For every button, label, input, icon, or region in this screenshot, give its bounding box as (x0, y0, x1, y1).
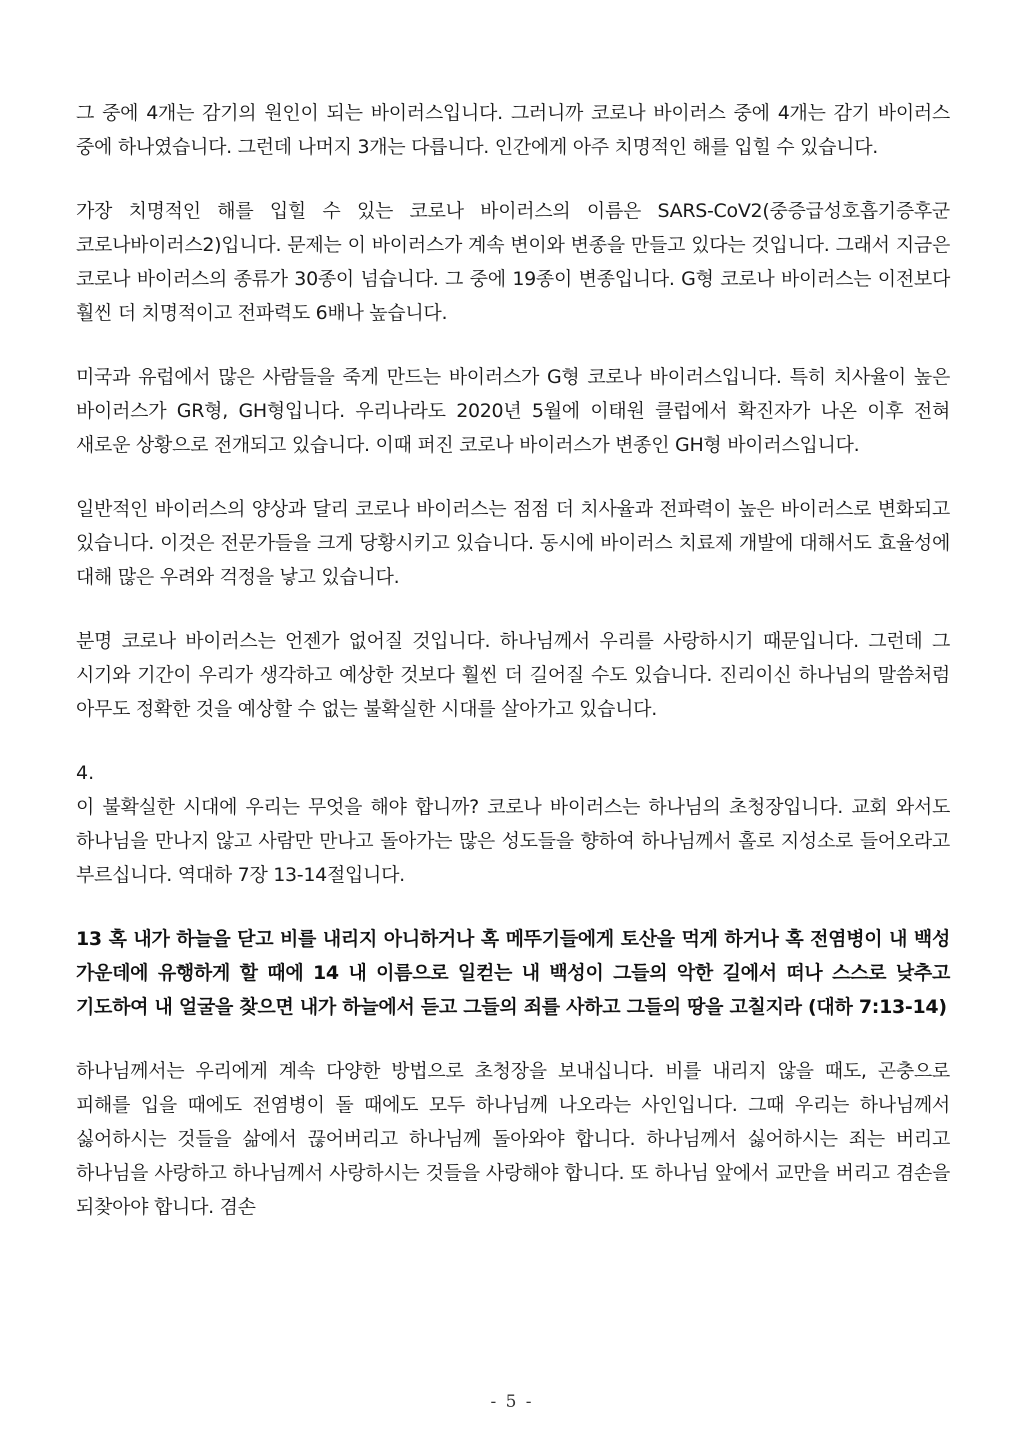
paragraph-invitation: 이 불확실한 시대에 우리는 무엇을 해야 합니까? 코로나 바이러스는 하나님의 초청장입니다. 교회 와서도 하나님을 만나지 않고 사람만 만나고 돌아가는 많은 성도들을 향하여 하나님께서 홀로 지성소로 들어오라고 부르십니다. 역대하 7장 13-14절입니다. (76, 796, 950, 886)
paragraph-cold-viruses: 그 중에 4개는 감기의 원인이 되는 바이러스입니다. 그러니까 코로나 바이러스 중에 4개는 감기 바이러스 중에 하나였습니다. 그런데 나머지 3개는 다릅니다. 인간에게 아주 치명적인 해를 입힐 수 있습니다. (76, 102, 950, 158)
paragraph-closing: 하나님께서는 우리에게 계속 다양한 방법으로 초청장을 보내십니다. 비를 내리지 않을 때도, 곤충으로 피해를 입을 때에도 전염병이 돌 때에도 모두 하나님께 나오라는 사인입니다. 그때 우리는 하나님께서 싫어하시는 것들을 삶에서 끊어버리고 하나님께 돌아와야 합니다. 하나님께서 싫어하시는 죄는 버리고 하나님을 사랑하고 하나님께서 사랑하시는 것들을 사랑해야 합니다. 또 하나님 앞에서 교만을 버리고 겸손을 되찾아야 합니다. 겸손 (76, 1060, 950, 1218)
section-number: 4. (76, 762, 95, 784)
document-page (76, 96, 950, 1254)
page-number: - 5 - (490, 1392, 534, 1412)
scripture-quote: 13 혹 내가 하늘을 닫고 비를 내리지 아니하거나 혹 메뚜기들에게 토산을 먹게 하거나 혹 전염병이 내 백성 가운데에 유행하게 할 때에 14 내 이름으로 일컫는 내 백성이 그들의 악한 길에서 떠나 스스로 낮추고 기도하여 내 얼굴을 찾으면 내가 하늘에서 듣고 그들의 죄를 사하고 그들의 땅을 고칠지라 (대하 7:13-14) (76, 928, 950, 1018)
paragraph-mutation-trend: 일반적인 바이러스의 양상과 달리 코로나 바이러스는 점점 더 치사율과 전파력이 높은 바이러스로 변화되고 있습니다. 이것은 전문가들을 크게 당황시키고 있습니다. 동시에 바이러스 치료제 개발에 대해서도 효율성에 대해 많은 우려와 걱정을 낳고 있습니다. (76, 498, 950, 588)
paragraph-sars-cov2: 가장 치명적인 해를 입힐 수 있는 코로나 바이러스의 이름은 SARS-CoV2(중증급성호흡기증후군 코로나바이러스2)입니다. 문제는 이 바이러스가 계속 변이와 변종을 만들고 있다는 것입니다. 그래서 지금은 코로나 바이러스의 종류가 30종이 넘습니다. 그 중에 19종이 변종입니다. G형 코로나 바이러스는 이전보다 훨씬 더 치명적이고 전파력도 6배나 높습니다. (76, 200, 950, 324)
paragraph-uncertain-era: 분명 코로나 바이러스는 언젠가 없어질 것입니다. 하나님께서 우리를 사랑하시기 때문입니다. 그런데 그 시기와 기간이 우리가 생각하고 예상한 것보다 훨씬 더 길어질 수도 있습니다. 진리이신 하나님의 말씀처럼 아무도 정확한 것을 예상할 수 없는 불확실한 시대를 살아가고 있습니다. (76, 630, 950, 720)
paragraph-g-type-virus: 미국과 유럽에서 많은 사람들을 죽게 만드는 바이러스가 G형 코로나 바이러스입니다. 특히 치사율이 높은 바이러스가 GR형, GH형입니다. 우리나라도 2020년 5월에 이태원 클럽에서 확진자가 나온 이후 전혀 새로운 상황으로 전개되고 있습니다. 이때 퍼진 코로나 바이러스가 변종인 GH형 바이러스입니다. (76, 366, 950, 456)
